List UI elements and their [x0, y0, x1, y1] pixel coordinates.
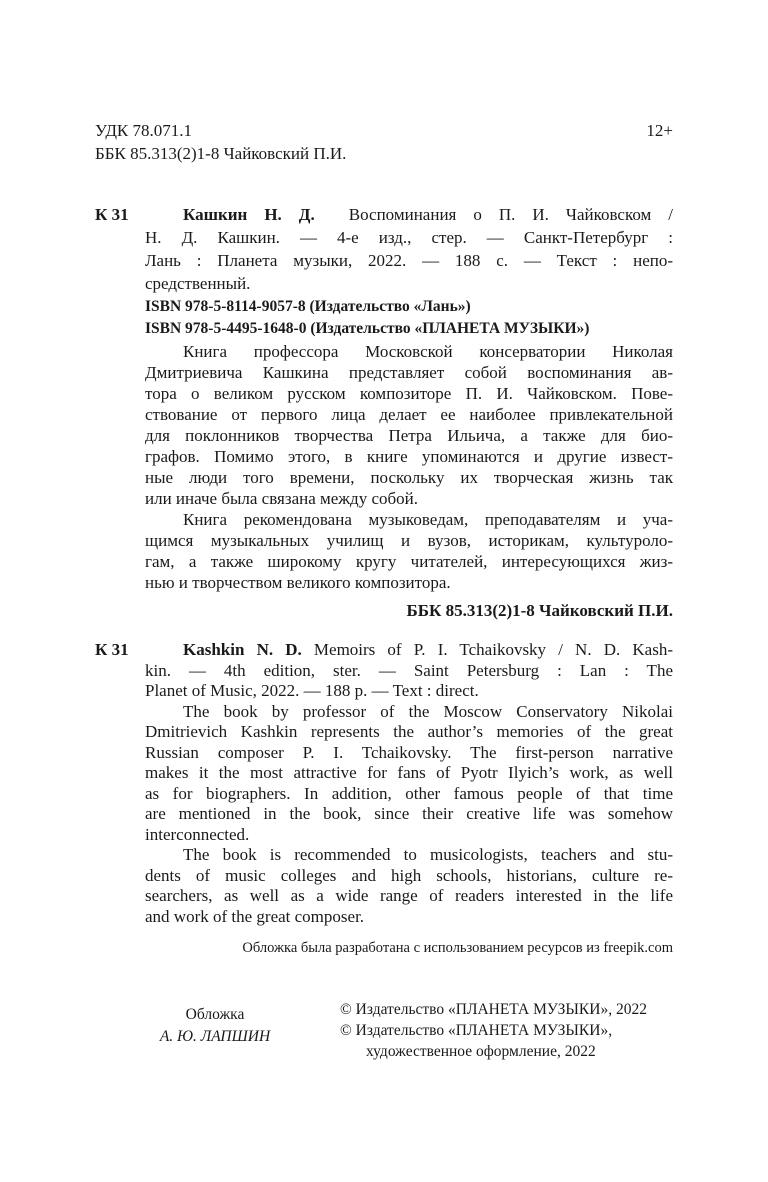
ru-entry-code: К 31: [95, 205, 129, 224]
annotation-line: Дмитриевича Кашкина представляет собой воспоминания ав-: [145, 363, 673, 382]
annotation-line: The book is recommended to musicologists, teachers and stu-: [183, 845, 673, 864]
copyright-line: художественное оформление, 2022: [366, 1043, 596, 1060]
bbk-code: ББК 85.313(2)1-8 Чайковский П.И.: [95, 144, 347, 163]
annotation-line: для поклонников творчества Петра Ильича, а также для био-: [145, 426, 673, 445]
udk-code: УДК 78.071.1: [95, 121, 193, 140]
entry-line: Лань : Планета музыки, 2022. — 188 с. — Текст : непо-: [145, 251, 673, 270]
annotation-line: тора о великом русском композиторе П. И. Чайковском. Пове-: [145, 384, 673, 403]
annotation-line: Книга рекомендована музыковедам, преподавателям и уча-: [183, 510, 673, 529]
annotation-line: гам, а также широкому кругу читателей, интересующихся жиз-: [145, 552, 673, 571]
annotation-line: as for biographers. In addition, other famous people of that time: [145, 783, 673, 803]
en-entry-code: К 31: [95, 640, 129, 659]
age-rating: 12+: [646, 121, 673, 140]
en-title: Memoirs of P. I. Tchaikovsky / N. D. Kash-: [313, 640, 673, 659]
annotation-line: dents of music colleges and high schools, historians, culture re-: [145, 865, 673, 885]
annotation-line: Dmitrievich Kashkin represents the author’s memories of the great: [145, 722, 673, 741]
isbn-list: [145, 296, 673, 340]
entry-line: Planet of Music, 2022. — 188 p. — Text : direct.: [145, 681, 479, 700]
annotation-line: and work of the great composer.: [145, 906, 365, 926]
ru-author: Кашкин Н. Д.: [183, 205, 315, 224]
annotation-line: Russian composer P. I. Tchaikovsky. The first-person narrative: [145, 742, 673, 762]
annotation-line: interconnected.: [145, 824, 250, 844]
ru-annotation: [145, 341, 673, 593]
annotation-line: графов. Помимо этого, в книге упоминаются и другие извест-: [145, 447, 673, 466]
annotation-line: Книга профессора Московской консерватории Николая: [183, 342, 673, 361]
en-entry-first-line: [145, 640, 673, 661]
annotation-line: makes it the most attractive for fans of Pyotr Ilyich’s work, as well: [145, 763, 673, 782]
isbn-line: ISBN 978-5-8114-9057-8 (Издательство «Лань»): [145, 298, 471, 315]
cover-note: Обложка была разработана с использованием ресурсов из freepik.com: [242, 940, 673, 956]
annotation-line: searchers, as well as a wide range of readers interested in the life: [145, 886, 673, 905]
annotation-line: ствование от первого лица делает ее наиболее привлекательной: [145, 405, 673, 424]
ru-bibliographic-entry: [145, 203, 673, 295]
entry-line: kin. — 4th edition, ster. — Saint Petersburg : Lan : The: [145, 660, 673, 680]
annotation-line: или иначе была связана между собой.: [145, 489, 418, 508]
classification-header: [95, 119, 346, 165]
annotation-line: щимся музыкальных училищ и вузов, историкам, культуроло-: [145, 531, 673, 550]
copyright-block: [340, 999, 647, 1062]
copyright-line: © Издательство «ПЛАНЕТА МУЗЫКИ»,: [340, 1022, 613, 1039]
annotation-line: ные люди того времени, поскольку их творческая жизнь так: [145, 468, 673, 487]
ru-entry-first-line: [145, 203, 673, 226]
en-bibliographic-entry: [145, 640, 673, 927]
cover-credit-label: Обложка: [185, 1006, 245, 1023]
annotation-line: are mentioned in the book, since their creative life was somehow: [145, 804, 673, 823]
annotation-line: нью и творчеством великого композитора.: [145, 573, 451, 592]
ru-title: Воспоминания о П. И. Чайковском /: [348, 205, 674, 224]
entry-line: средственный.: [145, 274, 251, 293]
isbn-line: ISBN 978-5-4495-1648-0 (Издательство «ПЛАНЕТА МУЗЫКИ»): [145, 320, 590, 337]
bbk-right: ББК 85.313(2)1-8 Чайковский П.И.: [406, 601, 673, 620]
annotation-line: The book by professor of the Moscow Conservatory Nikolai: [183, 701, 673, 721]
copyright-line: © Издательство «ПЛАНЕТА МУЗЫКИ», 2022: [340, 1001, 647, 1018]
cover-designer-name: А. Ю. ЛАПШИН: [159, 1028, 271, 1045]
entry-line: Н. Д. Кашкин. — 4-е изд., стер. — Санкт-Петербург :: [145, 228, 673, 247]
en-author: Kashkin N. D.: [183, 640, 302, 659]
cover-credit: [145, 1004, 285, 1048]
